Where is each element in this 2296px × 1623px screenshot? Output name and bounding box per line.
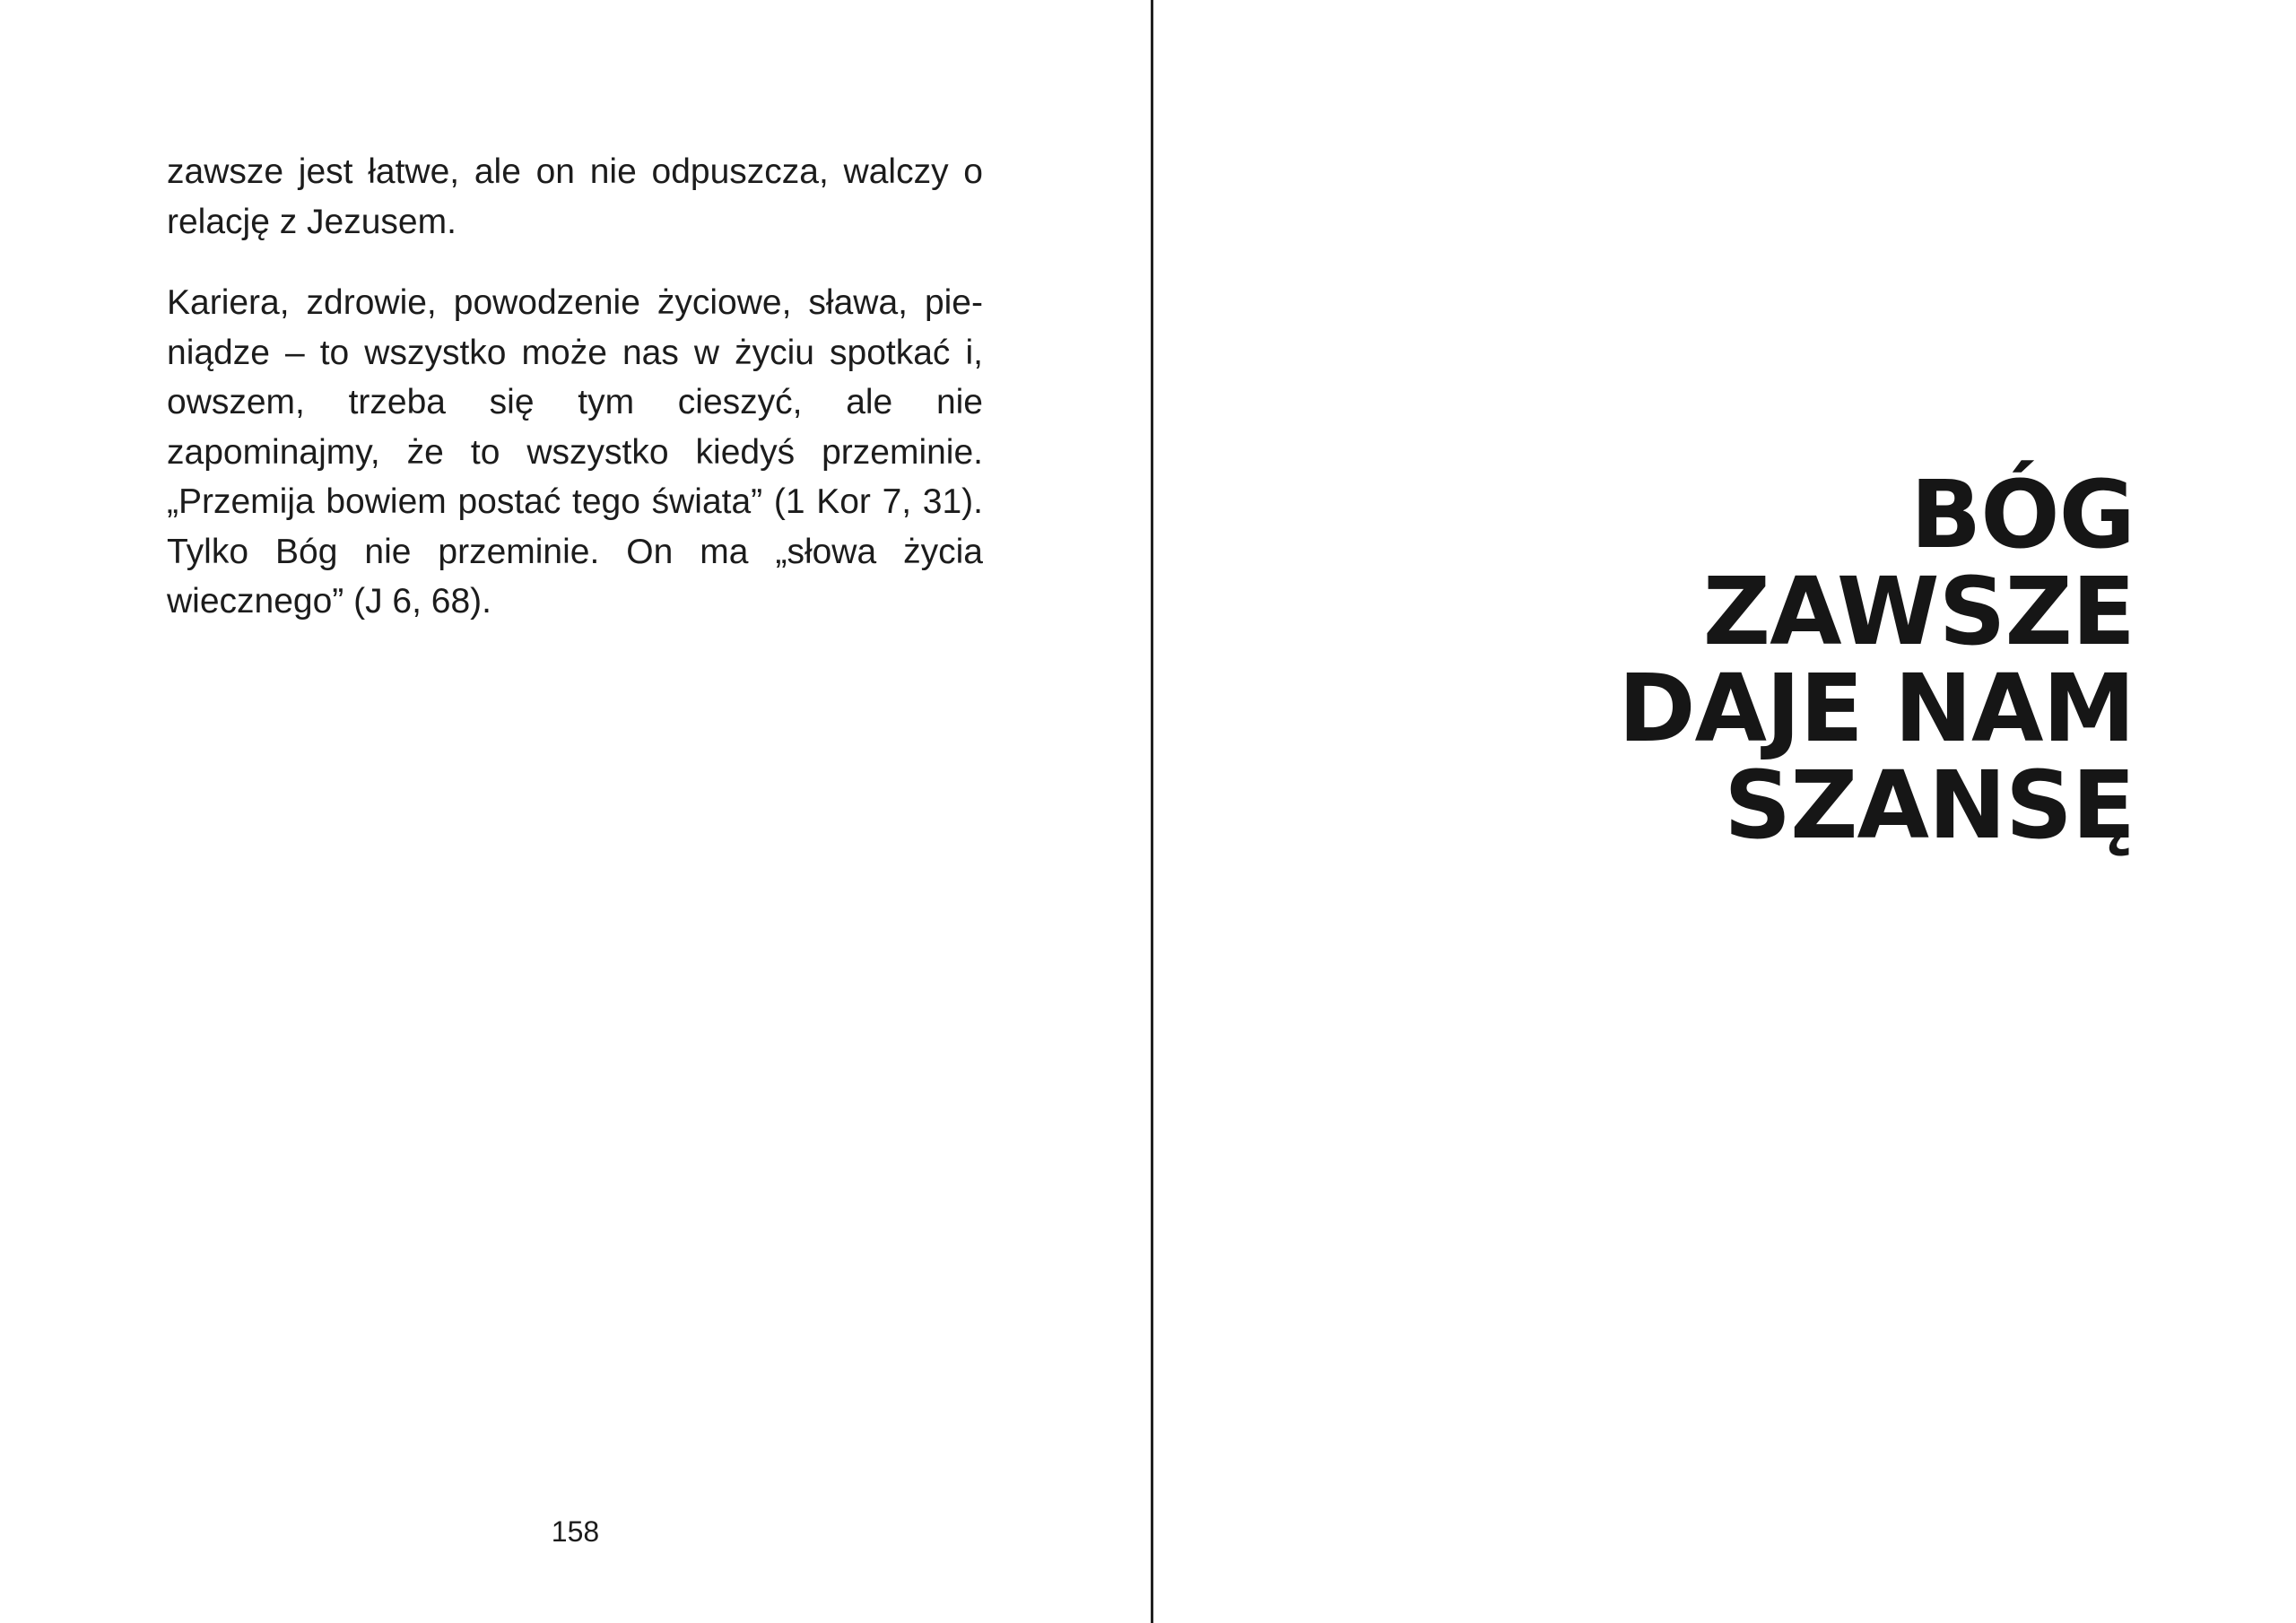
chapter-title-line: ZAWSZE bbox=[1702, 557, 2135, 666]
right-page bbox=[1153, 0, 2296, 1623]
page-number: 158 bbox=[551, 1515, 600, 1548]
chapter-title-line: BÓG bbox=[1909, 460, 2135, 569]
chapter-title-line: DAJE NAM bbox=[1618, 654, 2135, 763]
paragraph: zawsze jest łatwe, ale on nie odpuszcza, walczy o relację z Jezusem. bbox=[167, 152, 983, 241]
chapter-title-line: SZANSĘ bbox=[1724, 751, 2135, 860]
paragraph: Kariera, zdrowie, powodzenie życiowe, sława, pieniądze – to wszystko może nas w życiu spotkać i, owszem, trzeba się tym cieszyć, ale nie zapominajmy, że to wszystko kiedyś przeminie. „Przemija bowiem postać tego świata” (1 Kor 7, 31). Tylko Bóg nie przeminie. On ma „słowa życia wiecznego” (J 6, 68). bbox=[167, 283, 983, 621]
chapter-title bbox=[1618, 460, 2135, 860]
body-text bbox=[167, 147, 983, 658]
